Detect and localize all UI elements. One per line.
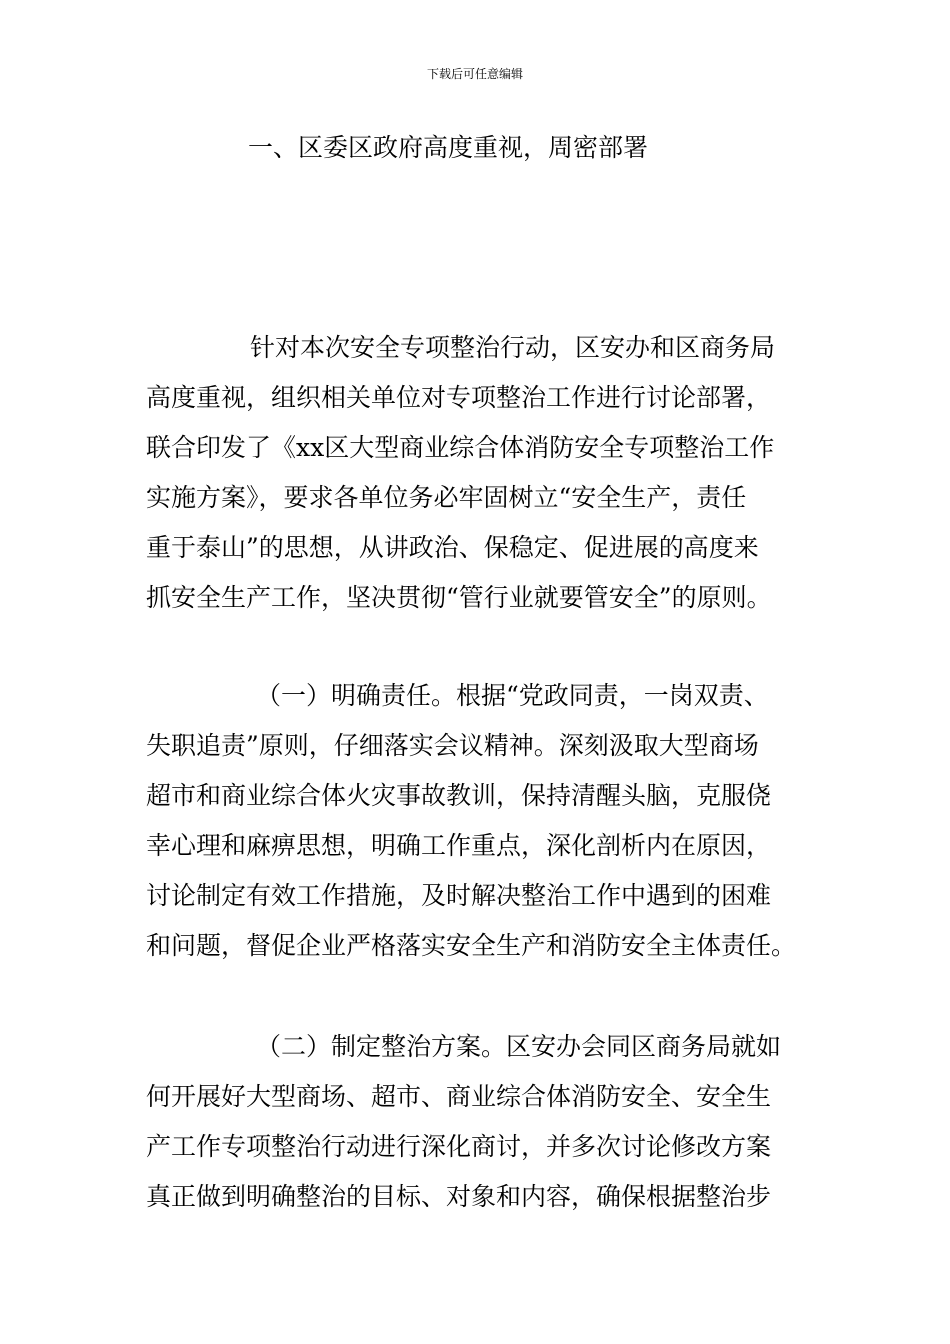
paragraph-line: 讨论制定有效工作措施，及时解决整治工作中遇到的困难 (146, 881, 772, 910)
paragraph-2 (146, 671, 826, 971)
paragraph-line: 超市和商业综合体火灾事故教训，保持清醒头脑，克服侥 (146, 781, 772, 810)
paragraph-line: 抓安全生产工作，坚决贯彻“管行业就要管安全”的原则。 (146, 583, 772, 612)
paragraph-line: 重于泰山”的思想，从讲政治、保稳定、促进展的高度来 (146, 533, 759, 562)
paragraph-line: 实施方案》，要求各单位务必牢固树立“安全生产，责任 (146, 483, 747, 512)
paragraph-line: 产工作专项整治行动进行深化商讨，并多次讨论修改方案 (146, 1132, 772, 1161)
paragraph-line: 失职追责”原则，仔细落实会议精神。深刻汲取大型商场 (146, 731, 759, 760)
section-heading: 一、区委区政府高度重视，周密部署 (248, 133, 649, 162)
paragraph-line: 和问题，督促企业严格落实安全生产和消防安全主体责任。 (146, 931, 797, 960)
paragraph-line: 何开展好大型商场、超市、商业综合体消防安全、安全生 (146, 1082, 772, 1111)
paragraph-line: 幸心理和麻痹思想，明确工作重点，深化剖析内在原因， (146, 831, 772, 860)
header-note: 下载后可任意编辑 (426, 67, 523, 81)
paragraph-line: 联合印发了《xx区大型商业综合体消防安全专项整治工作 (146, 433, 775, 462)
paragraph-line: 针对本次安全专项整治行动，区安办和区商务局 (250, 333, 776, 362)
paragraph-line: 真正做到明确整治的目标、对象和内容，确保根据整治步 (146, 1182, 772, 1211)
paragraph-line: （一）明确责任。根据“党政同责，一岗双责、 (256, 681, 769, 710)
paragraph-line: 高度重视，组织相关单位对专项整治工作进行讨论部署， (146, 383, 772, 412)
paragraph-3 (146, 1022, 826, 1222)
paragraph-line: （二）制定整治方案。区安办会同区商务局就如 (256, 1032, 782, 1061)
paragraph-1 (146, 323, 826, 623)
